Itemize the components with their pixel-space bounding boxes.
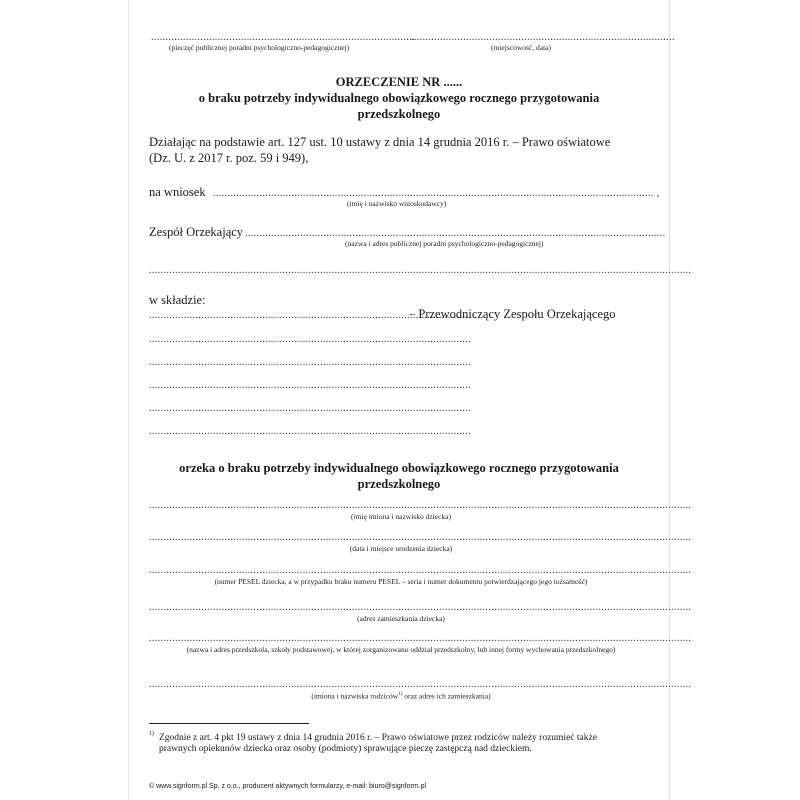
parents-caption: (imiona i nazwiska rodziców$^{1)}$ oraz adres ich zamieszkania) [311,691,491,701]
intro-line-1: Działając na podstawie art. 127 ust. 10 ustawy z dnia 14 grudnia 2016 r. – Prawo oświatowe [149,135,611,149]
birth-caption: (data i miejsce urodzenia dziecka) [349,544,453,553]
school-caption: (nazwa i adres przedszkola, szkoły podstawowej, w której zorganizowano oddział przedszkolny, lub innej formy wychowania przedszkolnego) [186,645,616,654]
decision-line-1: orzeka o braku potrzeby indywidualnego obowiązkowego rocznego przygotowania [179,461,619,475]
footnote-line-2: prawnych opiekunów dziecka oraz osoby (podmioty) sprawujące pieczę zastępczą nad dzieckiem. [159,744,532,754]
address-dotted-line[interactable]: ........................................................................................................................................................................................... [149,602,692,613]
pesel-caption: (numer PESEL dziecka, a w przypadku braku numeru PESEL – seria i numer dokumentu potwierdzającego jego tożsamość) [214,577,588,586]
team-dotted-line[interactable]: ................................................................................................................................................. [245,228,666,239]
request-dotted-line[interactable]: ........................................................................................................................................................ , [213,188,660,199]
title-line-1: ORZECZENIE NR ...... [335,75,463,89]
pesel-dotted-line[interactable]: ........................................................................................................................................................................................... [149,565,692,576]
composition-label: w składzie: [149,293,206,307]
title-line-2: o braku potrzeby indywidualnego obowiązkowego rocznego przygotowania [198,91,600,105]
child-name-caption: (imię imiona i nazwisko dziecka) [351,512,451,521]
decision-line-2: przedszkolnego [357,477,441,491]
place-date-dotted-line[interactable]: ........................................................................................... [411,32,675,43]
chair-dotted-line[interactable]: ............................................................................................................... [149,310,471,321]
member-dotted-line[interactable]: ............................................................................................................... [149,357,471,368]
member-dotted-line[interactable]: ............................................................................................................... [149,380,471,391]
stamp-dotted-line[interactable]: ........................................................................................... [151,32,415,43]
team-dotted-line-2[interactable]: ........................................................................................................................................................................................... [149,265,692,276]
member-dotted-line[interactable]: ............................................................................................................... [149,334,471,345]
footnote-separator [149,723,309,724]
request-caption: (imię i nazwisko wnioskodawcy) [347,199,447,208]
chair-role: – Przewodniczący Zespołu Orzekającego [409,307,616,321]
footnote-line-1: Zgodnie z art. 4 pkt 19 ustawy z dnia 14 grudnia 2016 r. – Prawo oświatowe przez rodziców należy rozumieć także [159,733,597,743]
birth-dotted-line[interactable]: ........................................................................................................................................................................................... [149,532,692,543]
member-dotted-line[interactable]: ............................................................................................................... [149,426,471,437]
intro-line-2: (Dz. U. z 2017 r. poz. 59 i 949), [149,151,309,165]
request-label: na wniosek [149,185,206,199]
copyright-text: © www.signform.pl Sp. z o.o., producent aktywnych formularzy, e-mail: biuro@signform.pl [149,783,427,790]
team-caption: (nazwa i adres publicznej poradni psychologiczno-pedagogicznej) [345,239,544,248]
form-page [128,0,692,800]
address-caption: (adres zamieszkania dziecka) [357,614,445,623]
footnote-marker: 1) [149,731,154,737]
team-label: Zespół Orzekający [149,225,244,239]
school-dotted-line[interactable]: ........................................................................................................................................................................................... [149,633,692,644]
child-name-dotted-line[interactable]: ........................................................................................................................................................................................... [149,500,692,511]
title-line-3: przedszkolnego [357,107,441,121]
stamp-caption: (pieczęć publicznej poradni psychologiczno-pedagogicznej) [169,43,350,52]
place-date-caption: (miejscowość, data) [491,43,551,52]
member-dotted-line[interactable]: ............................................................................................................... [149,403,471,414]
parents-dotted-line[interactable]: ........................................................................................................................................................................................... [149,679,692,690]
